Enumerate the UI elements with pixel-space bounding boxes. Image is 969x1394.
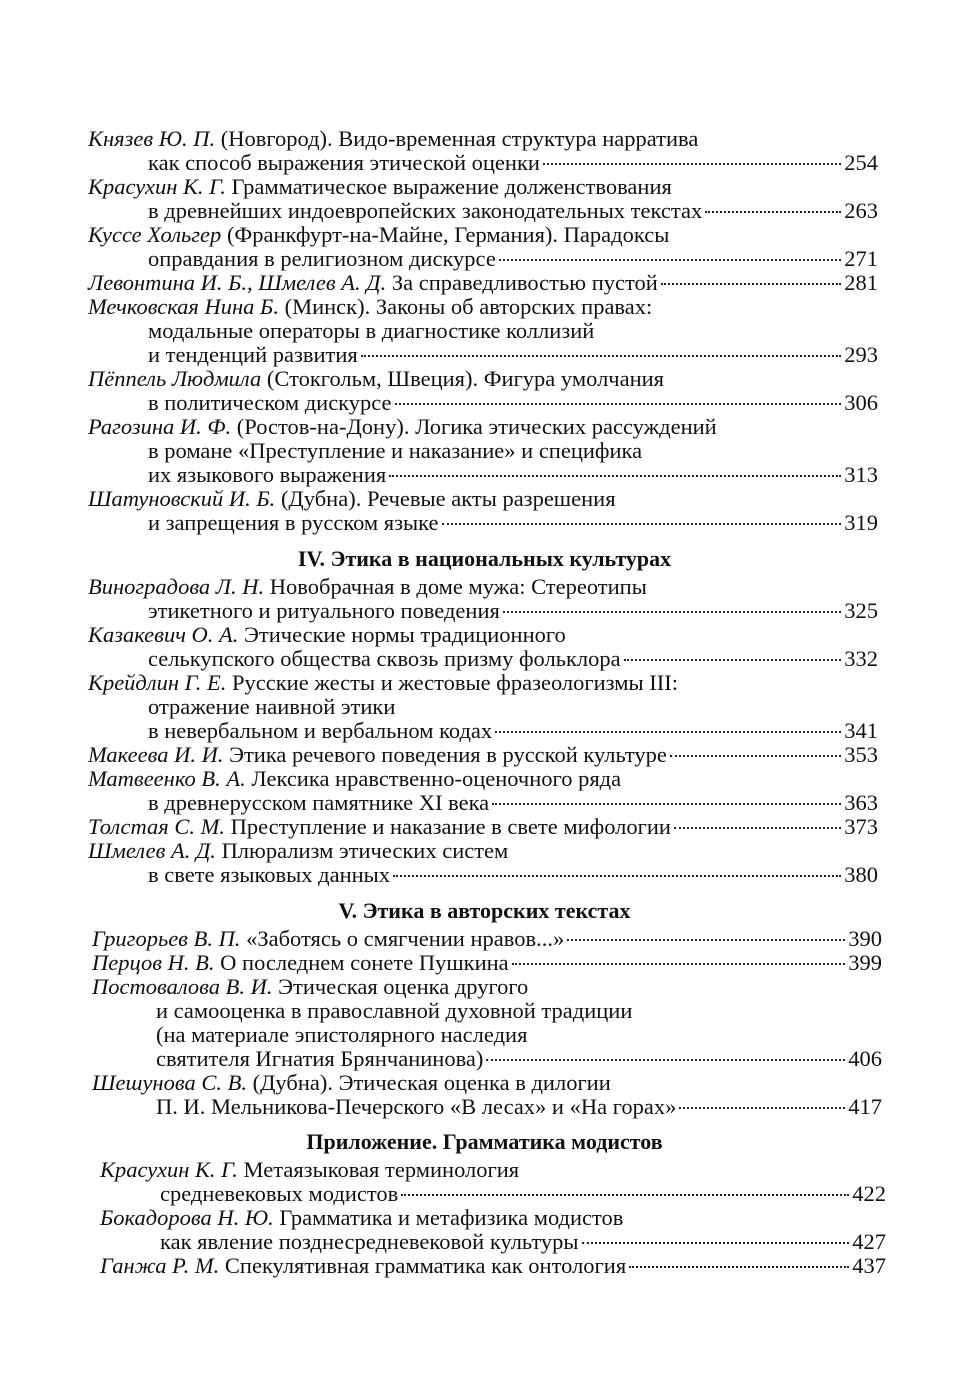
toc-title: (Минск). Законы об авторских правах: (278, 294, 653, 319)
toc-author: Шешунова С. В. (92, 1070, 247, 1095)
section-heading-iv: IV. Этика в национальных культурах (297, 546, 672, 571)
toc-line (156, 999, 882, 1023)
toc-entry-text: святителя Игнатия Брянчанинова) (156, 1046, 484, 1071)
toc-line (88, 815, 878, 839)
toc-entry-text (100, 1254, 626, 1278)
dot-leader (543, 162, 841, 165)
page-number: 271 (844, 246, 878, 271)
section-heading-appendix: Приложение. Грамматика модистов (306, 1129, 663, 1154)
toc-section-3-entries (0, 127, 969, 535)
toc-entry-text: в невербальном и вербальном кодах (148, 718, 493, 743)
toc-author: Князев Ю. П. (88, 126, 216, 151)
toc-title: Преступление и наказание в свете мифологии (224, 814, 671, 839)
page-number: 417 (848, 1094, 882, 1119)
page-number: 332 (844, 646, 878, 671)
toc-author: Ганжа Р. М. (100, 1253, 220, 1278)
toc-line (156, 1047, 882, 1071)
toc-line (88, 839, 878, 863)
toc-line (160, 1182, 886, 1206)
toc-entry-text: и самооценка в православной духовной традиции (156, 998, 633, 1023)
toc-entry-text: средневековых модистов (160, 1181, 399, 1206)
dot-leader (393, 874, 841, 877)
toc-line (148, 463, 878, 487)
toc-entry-text (88, 414, 717, 439)
toc-line (88, 223, 878, 247)
toc-line (88, 295, 878, 319)
toc-title: «Заботясь о смягчении нравов...» (240, 926, 565, 951)
toc-author: Макеева И. И. (88, 742, 224, 767)
page-number: 306 (844, 390, 878, 415)
page-number: 437 (852, 1253, 886, 1278)
page-number: 319 (844, 510, 878, 535)
toc-entry-text (92, 951, 509, 975)
toc-line (88, 767, 878, 791)
toc-title: Этика речевого поведения в русской культуре (223, 742, 667, 767)
toc-author: Куссе Хольгер (88, 222, 222, 247)
toc-line (148, 863, 878, 887)
toc-title: Грамматика и метафизика модистов (273, 1205, 624, 1230)
toc-author: Матвеенко В. А. (88, 766, 246, 791)
dot-leader (442, 522, 842, 525)
toc-title: (Новгород). Видо-временная структура нарратива (215, 126, 699, 151)
page-number: 390 (848, 926, 882, 951)
toc-entry-text: как явление позднесредневековой культуры (160, 1229, 579, 1254)
page-number: 263 (844, 198, 878, 223)
toc-line (148, 439, 878, 463)
dot-leader (389, 474, 841, 477)
toc-entry-text: их языкового выражения (148, 462, 387, 487)
toc-line (88, 575, 878, 599)
toc-entry-text (88, 815, 671, 839)
toc-entry-text: модальные операторы в диагностике коллизий (148, 318, 595, 343)
toc-entry-text: этикетного и ритуального поведения (148, 598, 500, 623)
dot-leader (361, 354, 841, 357)
toc-entry-text (88, 294, 652, 319)
toc-line (156, 1095, 882, 1119)
toc-entry-text (88, 486, 616, 511)
toc-author: Рагозина И. Ф. (88, 414, 232, 439)
toc-title: Метаязыковая терминология (237, 1157, 520, 1182)
toc-line (148, 599, 878, 623)
toc-entry-text: селькупского общества сквозь призму фольклора (148, 646, 621, 671)
toc-line (88, 127, 878, 151)
toc-entry-text (88, 574, 647, 599)
toc-entry-text (88, 838, 508, 863)
toc-line (92, 975, 882, 999)
toc-entry-text: в свете языковых данных (148, 862, 391, 887)
toc-line (88, 487, 878, 511)
toc-title: За справедливостью пустой (386, 270, 658, 295)
page-number: 373 (844, 814, 878, 839)
toc-entry-text (88, 222, 669, 247)
dot-leader (495, 730, 841, 733)
toc-title: Плюрализм этических систем (215, 838, 509, 863)
dot-leader (679, 1106, 845, 1109)
toc-author: Левонтина И. Б., Шмелев А. Д. (88, 270, 387, 295)
toc-author: Красухин К. Г. (100, 1157, 238, 1182)
dot-leader (661, 282, 841, 285)
section-heading-v: V. Этика в авторских текстах (338, 898, 631, 923)
dot-leader (670, 754, 841, 757)
page-number: 363 (844, 790, 878, 815)
toc-appendix-entries (0, 1158, 969, 1278)
dot-leader (395, 402, 842, 405)
toc-line (100, 1254, 886, 1278)
dot-leader (499, 258, 841, 261)
toc-entry-text: в древнейших индоевропейских законодательных текстах (148, 198, 703, 223)
toc-line (148, 319, 878, 343)
toc-line (148, 719, 878, 743)
toc-line (148, 695, 878, 719)
toc-author: Крейдлин Г. Е. (88, 670, 227, 695)
toc-title: (Ростов-на-Дону). Логика этических рассуждений (231, 414, 717, 439)
page-number: 422 (852, 1181, 886, 1206)
toc-author: Бокадорова Н. Ю. (100, 1205, 274, 1230)
dot-leader (401, 1193, 849, 1196)
page-number: 380 (844, 862, 878, 887)
page-number: 427 (852, 1229, 886, 1254)
toc-entry-text: П. И. Мельникова-Печерского «В лесах» и «На горах» (156, 1094, 677, 1119)
dot-leader (492, 802, 841, 805)
toc-entry-text: в романе «Преступление и наказание» и специфика (148, 438, 643, 463)
toc-entry-text: и запрещения в русском языке (148, 510, 439, 535)
toc-entry-text: в древнерусском памятнике XI века (148, 790, 490, 815)
toc-line (156, 1023, 882, 1047)
toc-title: (Франкфурт-на-Майне, Германия). Парадоксы (221, 222, 670, 247)
page-number: 293 (844, 342, 878, 367)
toc-line (88, 623, 878, 647)
toc-entry-text (88, 622, 566, 647)
toc-title: Этическая оценка другого (272, 974, 529, 999)
dot-leader (705, 210, 841, 213)
toc-line (88, 671, 878, 695)
toc-line (148, 647, 878, 671)
toc-entry-text: в политическом дискурсе (148, 390, 392, 415)
toc-title: Спекулятивная грамматика как онтология (219, 1253, 627, 1278)
toc-entry-text (92, 927, 564, 951)
toc-entry-text (88, 126, 698, 151)
toc-entry-text: как способ выражения этической оценки (148, 150, 540, 175)
toc-entry-text: (на материале эпистолярного наследия (156, 1022, 528, 1047)
toc-title: (Дубна). Этическая оценка в дилогии (246, 1070, 611, 1095)
page-number: 325 (844, 598, 878, 623)
toc-title: Лексика нравственно-оценочного ряда (245, 766, 622, 791)
toc-author: Шмелев А. Д. (88, 838, 216, 863)
toc-line (88, 415, 878, 439)
toc-author: Виноградова Л. Н. (88, 574, 265, 599)
toc-title: Этические нормы традиционного (238, 622, 566, 647)
toc-entry-text (88, 174, 672, 199)
dot-leader (674, 826, 841, 829)
dot-leader (503, 610, 841, 613)
dot-leader (582, 1241, 850, 1244)
page-number: 254 (844, 150, 878, 175)
toc-title: Грамматическое выражение долженствования (225, 174, 672, 199)
toc-entry-text (88, 670, 678, 695)
toc-title: Русские жесты и жестовые фразеологизмы III: (226, 670, 678, 695)
toc-author: Шатуновский И. Б. (88, 486, 276, 511)
toc-line (148, 343, 878, 367)
toc-line (92, 1071, 882, 1095)
toc-author: Пёппель Людмила (88, 366, 262, 391)
toc-author: Григорьев В. П. (92, 926, 241, 951)
page-number: 341 (844, 718, 878, 743)
toc-author: Толстая С. М. (88, 814, 225, 839)
toc-title: Новобрачная в доме мужа: Стереотипы (264, 574, 647, 599)
toc-section-5-entries (0, 927, 969, 1119)
toc-line (88, 271, 878, 295)
toc-author: Мечковская Нина Б. (88, 294, 279, 319)
toc-line (148, 391, 878, 415)
toc-author: Казакевич О. А. (88, 622, 239, 647)
page-number: 406 (848, 1046, 882, 1071)
toc-author: Перцов Н. В. (92, 950, 215, 975)
toc-title: О последнем сонете Пушкина (214, 950, 509, 975)
toc-line (100, 1206, 886, 1230)
toc-line (100, 1158, 886, 1182)
dot-leader (629, 1265, 849, 1268)
toc-entry-text: отражение наивной этики (148, 694, 396, 719)
toc-author: Постовалова В. И. (92, 974, 273, 999)
toc-entry-text (88, 271, 658, 295)
toc-line (148, 247, 878, 271)
toc-entry-text (92, 1070, 611, 1095)
toc-title: (Стокгольм, Швеция). Фигура умолчания (261, 366, 665, 391)
toc-line (88, 367, 878, 391)
toc-section-4-entries (0, 575, 969, 887)
dot-leader (512, 962, 846, 965)
toc-entry-text (88, 766, 621, 791)
toc-line (148, 511, 878, 535)
toc-line (88, 743, 878, 767)
page-number: 399 (848, 950, 882, 975)
page-number: 313 (844, 462, 878, 487)
toc-line (148, 151, 878, 175)
toc-entry-text (100, 1205, 623, 1230)
page-number: 353 (844, 742, 878, 767)
toc-entry-text (88, 366, 664, 391)
toc-line (148, 791, 878, 815)
toc-entry-text (92, 974, 528, 999)
toc-entry-text (100, 1157, 519, 1182)
page-number: 281 (844, 270, 878, 295)
toc-line (160, 1230, 886, 1254)
dot-leader (624, 658, 842, 661)
dot-leader (567, 938, 845, 941)
toc-line (148, 199, 878, 223)
toc-line (88, 175, 878, 199)
toc-author: Красухин К. Г. (88, 174, 226, 199)
toc-entry-text: и тенденций развития (148, 342, 358, 367)
toc-entry-text: оправдания в религиозном дискурсе (148, 246, 496, 271)
toc-title: (Дубна). Речевые акты разрешения (275, 486, 616, 511)
toc-line (92, 927, 882, 951)
dot-leader (486, 1058, 845, 1061)
toc-entry-text (88, 743, 667, 767)
toc-line (92, 951, 882, 975)
